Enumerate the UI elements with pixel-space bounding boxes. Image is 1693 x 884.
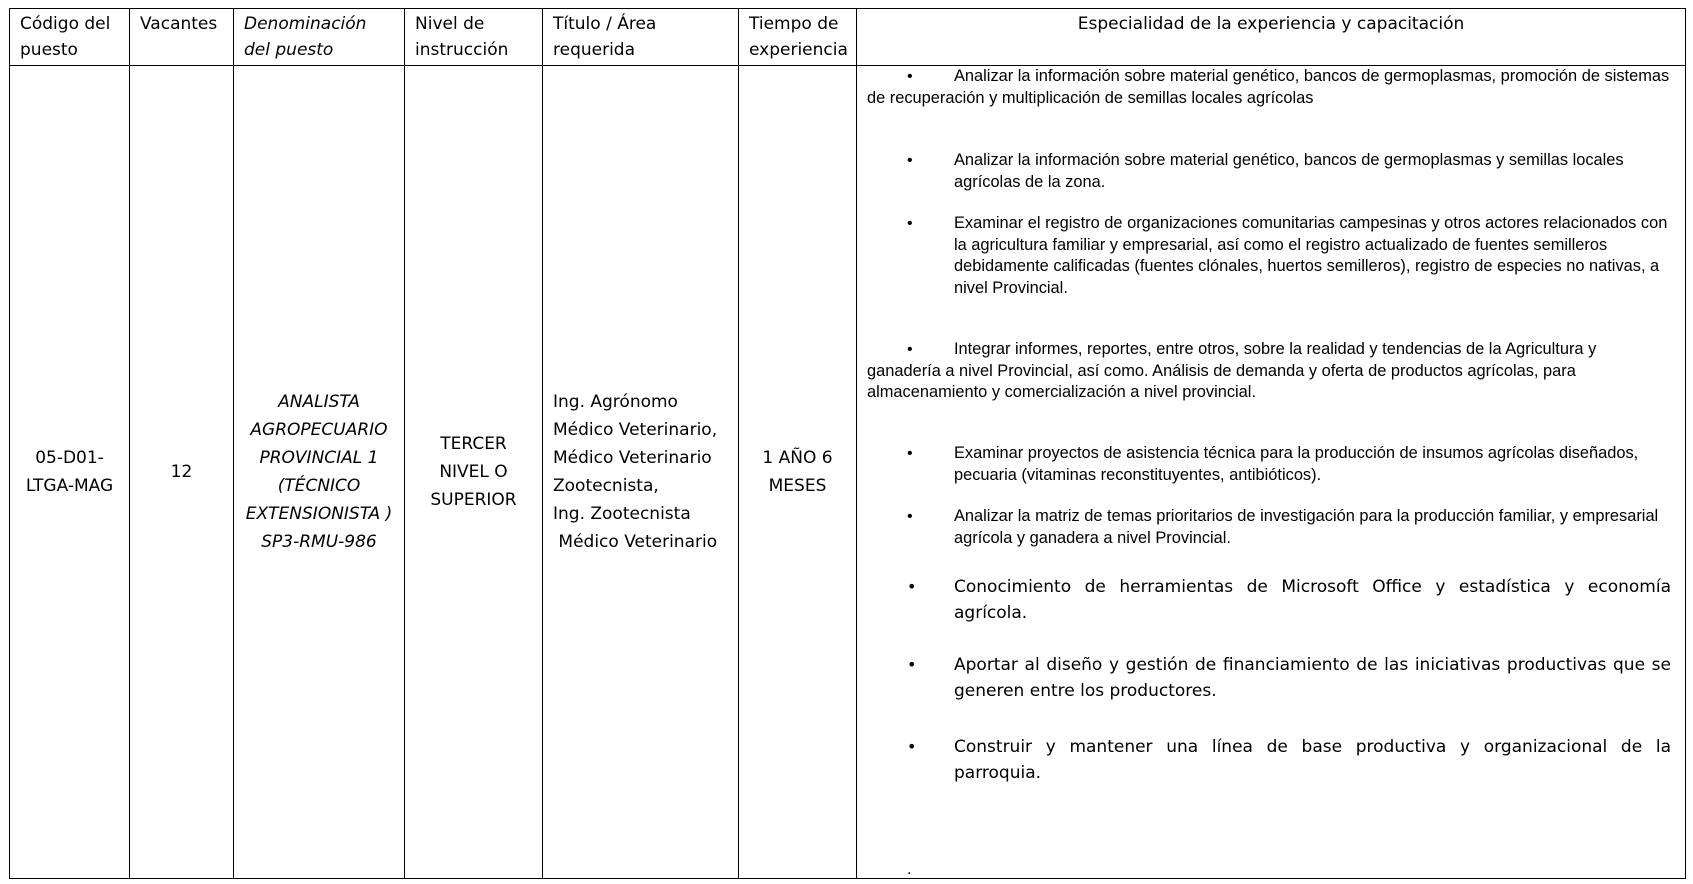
list-item: • Examinar el registro de organizaciones comunitarias campesinas y otros actores relacionados con la agricultura familiar y empresarial, así como el registro actualizado de fuentes semilleros debidamente calificadas (fuentes clónales, huertos semilleros), registro de especies no nativas, a nivel Provincial. bbox=[907, 214, 1668, 297]
header-specialty: Especialidad de la experiencia y capacitación bbox=[857, 9, 1686, 66]
required-title-item: Ing. Zootecnista bbox=[553, 504, 691, 524]
list-item: • Integrar informes, reportes, entre otros, sobre la realidad y tendencias de la Agricultura y ganadería a nivel Provincial, así como. Análisis de demanda y oferta de productos agrícolas, para almacenamiento y comercialización a nivel provincial. bbox=[867, 340, 1597, 401]
header-title-area: Título / Área requerida bbox=[543, 9, 739, 66]
position-denomination: ANALISTA AGROPECUARIO PROVINCIAL 1 (TÉCNICO EXTENSIONISTA ) SP3-RMU-986 bbox=[245, 392, 393, 552]
header-denomination: Denominación del puesto bbox=[234, 9, 405, 66]
cell-experience-time bbox=[739, 66, 857, 879]
table-row bbox=[10, 66, 1686, 879]
bullet-icon: • bbox=[907, 68, 913, 85]
required-title-item: Ing. Agrónomo bbox=[553, 392, 678, 412]
position-code: 05-D01-LTGA-MAG bbox=[25, 448, 114, 496]
list-item: • Construir y mantener una línea de base productiva y organizacional de la parroquia. bbox=[857, 734, 1671, 786]
required-titles bbox=[543, 388, 738, 556]
cell-specialty bbox=[857, 66, 1686, 879]
specialty-list bbox=[857, 66, 1685, 878]
bullet-icon: • bbox=[907, 215, 913, 232]
table-header-row bbox=[10, 9, 1686, 66]
vacancies-count: 12 bbox=[170, 462, 193, 482]
cell-vacancies bbox=[130, 66, 234, 879]
bullet-icon: • bbox=[907, 737, 917, 756]
bullet-icon: • bbox=[907, 152, 913, 169]
list-item: • Conocimiento de herramientas de Microsoft Office y estadística y economía agrícola. bbox=[857, 574, 1671, 626]
list-item: • Examinar proyectos de asistencia técnica para la producción de insumos agrícolas diseñados, pecuaria (vitaminas reconstituyentes, antibióticos). bbox=[907, 444, 1639, 484]
list-item: • Analizar la matriz de temas prioritarios de investigación para la producción familiar, y empresarial agrícola y ganadera a nivel Provincial. bbox=[907, 507, 1659, 547]
header-code: Código del puesto bbox=[10, 9, 130, 66]
experience-time: 1 AÑO 6 MESES bbox=[762, 448, 833, 496]
required-title-item: Médico Veterinario bbox=[553, 532, 718, 552]
required-title-item: Zootecnista, bbox=[553, 476, 659, 496]
trailing-mark: . bbox=[907, 862, 912, 878]
bullet-icon: • bbox=[907, 577, 917, 596]
required-title-item: Médico Veterinario bbox=[553, 448, 712, 468]
list-item: • Analizar la información sobre material genético, bancos de germoplasmas, promoción de sistemas de recuperación y multiplicación de semillas locales agrícolas bbox=[867, 67, 1670, 107]
bullet-icon: • bbox=[907, 341, 913, 358]
required-title-item: Médico Veterinario, bbox=[553, 420, 718, 440]
education-level: TERCER NIVEL O SUPERIOR bbox=[430, 434, 517, 510]
list-item: • Analizar la información sobre material genético, bancos de germoplasmas y semillas locales agrícolas de la zona. bbox=[907, 151, 1624, 191]
list-item: • Aportar al diseño y gestión de financiamiento de las iniciativas productivas que se generen entre los productores. bbox=[857, 652, 1671, 704]
header-education-level: Nivel de instrucción bbox=[405, 9, 543, 66]
bullet-icon: • bbox=[907, 445, 913, 462]
job-posting-table bbox=[9, 8, 1686, 879]
bullet-icon: • bbox=[907, 508, 913, 525]
cell-education-level bbox=[405, 66, 543, 879]
cell-title-area bbox=[543, 66, 739, 879]
header-vacancies: Vacantes bbox=[130, 9, 234, 66]
bullet-icon: • bbox=[907, 655, 917, 674]
cell-code bbox=[10, 66, 130, 879]
cell-denomination bbox=[234, 66, 405, 879]
header-experience-time: Tiempo de experiencia bbox=[739, 9, 857, 66]
